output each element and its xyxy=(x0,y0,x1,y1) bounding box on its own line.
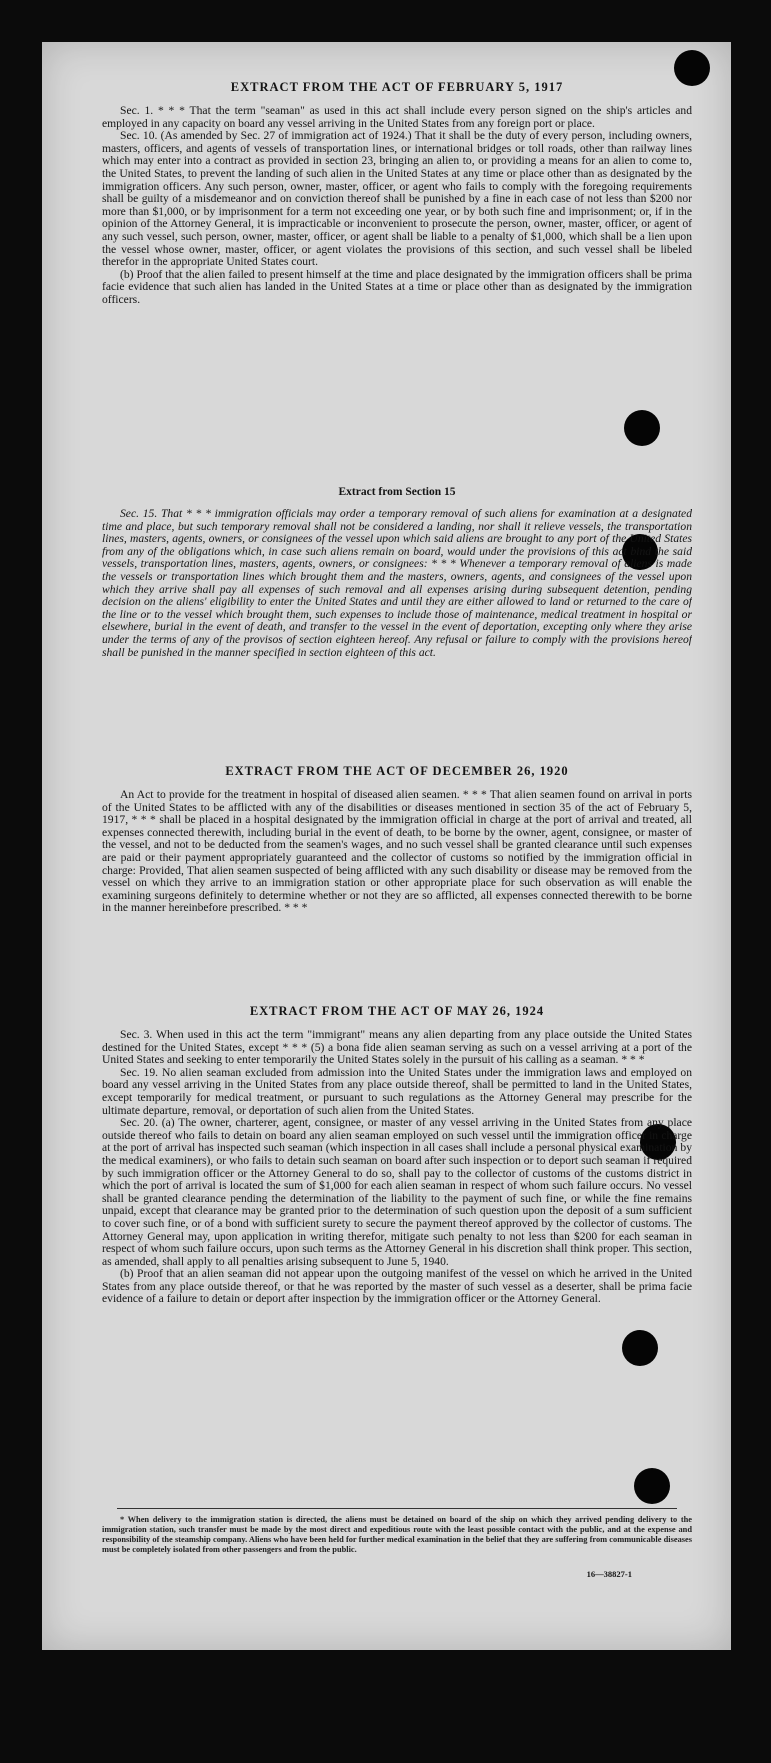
act-1917-section xyxy=(102,80,692,458)
act-1924-heading: EXTRACT FROM THE ACT OF MAY 26, 1924 xyxy=(249,1004,545,1018)
act-1924-sec20a: Sec. 20. (a) The owner, charterer, agent, consignee, or master of any vessel arriving in the United States from any place outside thereof who fails to detain on board any alien seaman employed on such vessel until the immigration officer in charge at the port of arrival has inspected such seaman (which inspection in all cases shall include a personal physical examination by the medical examiners), or who fails to detain such seaman on board after such inspection or to deport such seaman if required by such immigration officer or the Attorney General to do so, shall pay to the collector of customs of the customs district in which the port of arrival is located the sum of $1,000 for each alien seaman in respect of whom such failure occurs. No vessel shall be granted clearance pending the determination of the liability to the payment of such fine, or while the fine remains unpaid, except that clearance may be granted prior to the determination of such question upon the deposit of a sum sufficient to cover such fine, or of a bond with sufficient surety to secure the payment thereof approved by the collector of customs. The Attorney General may, upon application in writing therefor, mitigate such penalty to not less than $200 for each seaman in respect of whom such failure occurs, upon such terms as the Attorney General in his discretion shall think proper. This section, as amended, shall apply to all penalties arising subsequent to June 5, 1940. xyxy=(102,1116,692,1268)
act-1924-sec3: Sec. 3. When used in this act the term "immigrant" means any alien departing from any place outside the United States destined for the United States, except * * * (5) a bona fide alien seaman serving as such on a vessel arriving at a port of the United States and seeking to enter temporarily the United States solely in the pursuit of his calling as a seaman. * * * xyxy=(102,1028,692,1067)
footnote-divider xyxy=(117,1508,677,1509)
document-page xyxy=(42,42,731,1650)
document-body xyxy=(102,80,692,1579)
act-1924-sec19: Sec. 19. No alien seaman excluded from admission into the United States under the immigration laws and employed on board any vessel arriving in the United States from any place outside thereof, shall be permitted to land in the United States, except temporarily for medical treatment, or pursuant to such regulations as the Attorney General may prescribe for the ultimate departure, removal, or deportation of such alien from the United States. xyxy=(102,1065,692,1117)
act-1920-section xyxy=(102,764,692,986)
act-1920-text: An Act to provide for the treatment in hospital of diseased alien seamen. * * * That alien seamen found on arrival in ports of the United States to be afflicted with any of the disabilities or diseases mentioned in section 35 of the act of February 5, 1917, * * * shall be placed in a hospital designated by the immigration official in charge at the port of arrival and treated, all expenses connected therewith, including burial in the event of death, to be borne by the owner, agent, consignee, or master of the vessel, and not to be deducted from the seamen's wages, and no such vessel shall be granted clearance until such expenses are paid or their payment appropriately guaranteed and the collector of customs so notified by the immigration official in charge: Provided, That alien seamen suspected of being afflicted with any such disability or disease may be removed from the vessel on which they arrive to an immigration station or other appropriate place for such observation as will enable the examining surgeons definitely to determine whether or not they are so afflicted, all expenses connected therewith to be borne in the manner hereinbefore prescribed. * * * xyxy=(102,788,692,915)
section-15-heading: Extract from Section 15 xyxy=(338,486,456,498)
act-1924-section xyxy=(102,1004,692,1490)
act-1917-heading: EXTRACT FROM THE ACT OF FEBRUARY 5, 1917 xyxy=(230,80,564,94)
act-1917-sec1: Sec. 1. * * * That the term "seaman" as used in this act shall include every person signed on the ship's articles and employed in any capacity on board any vessel arriving in the United States from any foreign port or place. xyxy=(102,104,692,130)
act-1924-sec20b: (b) Proof that an alien seaman did not appear upon the outgoing manifest of the vessel on which he arrived in the United States from any place outside thereof, or that he was reported by the master of such vessel as a deserter, shall be prima facie evidence of a failure to detain or deport after inspection by the immigration officer or the Attorney General. xyxy=(102,1267,692,1306)
section-15-text: Sec. 15. That * * * immigration officials may order a temporary removal of such aliens for examination at a designated time and place, but such temporary removal shall not be considered a landing, nor shall it relieve vessels, the transportation lines, masters, agents, owners, or consignees of the vessel upon which said aliens are brought to any port of the United States from any of the obligations which, in case such aliens remain on board, would under the provisions of this act bind the said vessels, transportation lines, masters, agents, owners, or consignees: * * * Whenever a temporary removal of aliens is made the vessels or transportation lines which brought them and the masters, owners, agents, and consignees of the vessel upon which they arrive shall pay all expenses of such removal and all expenses arising during subsequent detention, pending decision on the aliens' eligibility to enter the United States and until they are either allowed to land or returned to the care of the line or to the vessel which brought them, such expenses to include those of maintenance, medical treatment in hospital or elsewhere, burial in the event of death, and transfer to the vessel in the event of deportation, excepting only where they arise under the terms of any of the provisos of section eighteen hereof. Any refusal or failure to comply with the provisions hereof shall be punished in the manner specified in section eighteen of this act. xyxy=(102,507,692,659)
act-1920-heading: EXTRACT FROM THE ACT OF DECEMBER 26, 1920 xyxy=(225,764,569,778)
act-1917-sec10: Sec. 10. (As amended by Sec. 27 of immigration act of 1924.) That it shall be the duty of every person, including owners, masters, officers, and agents of vessels of transportation lines, or international bridges or toll roads, other than railway lines which may enter into a contract as provided in section 23, bringing an alien to, or providing a means for an alien to come to, the United States, to prevent the landing of such alien in the United States at any time or place other than as designated by the immigration officers. Any such person, owner, master, officer, or agent who fails to comply with the foregoing requirements shall be guilty of a misdemeanor and on conviction thereof shall be punished by a fine in each case of not less than $200 nor more than $1,000, or by imprisonment for a term not exceeding one year, or by both such fine and imprisonment; or, if in the opinion of the Attorney General, it is impracticable or inconvenient to prosecute the person, owner, master, officer, or agent of any such vessel, such person, owner, master, officer, or agent shall be liable to a penalty of $1,000, which shall be a lien upon the vessel whose owner, master, officer, or agent violates the provisions of this section, and such vessel shall be libeled therefor in the appropriate United States court. xyxy=(102,129,692,269)
footnote: * When delivery to the immigration station is directed, the aliens must be detained on board of the ship on which they arrived pending delivery to the immigration station, such transfer must be made by the most direct and expeditious route with the least possible contact with the public, and at the expense and responsibility of the steamship company. Aliens who have been held for further medical examination in the belief that they are suffering from communicable diseases must be completely isolated from other passengers and from the public. xyxy=(102,1515,692,1554)
section-15-extract xyxy=(102,476,692,746)
act-1917-sec10b: (b) Proof that the alien failed to present himself at the time and place designated by the immigration officers shall be prima facie evidence that such alien has landed in the United States at a time or place other than as designated by the immigration officers. xyxy=(102,267,692,306)
form-number: 16—38827-1 xyxy=(586,1569,632,1579)
